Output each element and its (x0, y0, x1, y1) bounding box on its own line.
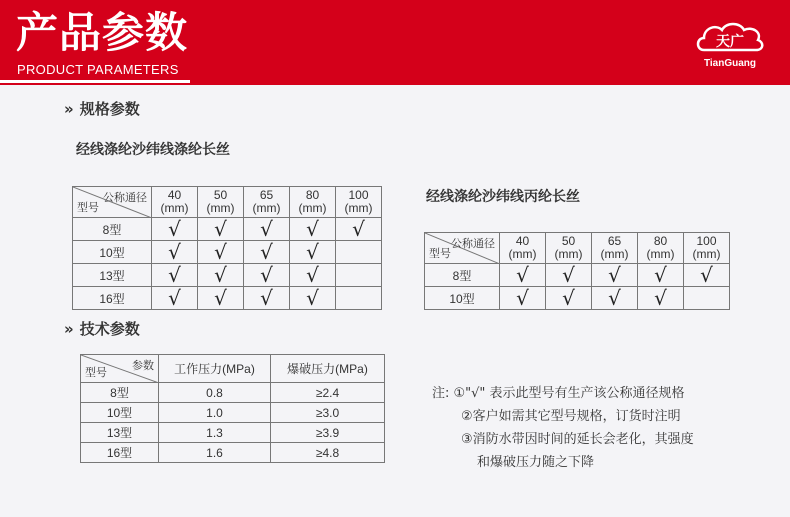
check-cell (244, 264, 290, 287)
check-cell (290, 264, 336, 287)
table-row (73, 264, 382, 287)
check-cell (546, 287, 592, 310)
check-cell (336, 218, 382, 241)
burst-pressure-cell: ≥4.8 (271, 443, 385, 463)
checkmark-icon: √ (306, 217, 319, 241)
checkmark-icon: √ (260, 286, 273, 310)
column-header: 100 (mm) (684, 233, 730, 264)
column-header: 100 (mm) (336, 187, 382, 218)
column-header: 65 (mm) (592, 233, 638, 264)
page-title: 产品参数 (16, 8, 189, 57)
model-cell: 13型 (73, 264, 152, 287)
checkmark-icon: √ (214, 240, 227, 264)
work-pressure-cell: 1.3 (159, 423, 271, 443)
check-cell (290, 287, 336, 310)
checkmark-icon: √ (260, 240, 273, 264)
model-cell: 16型 (81, 443, 159, 463)
checkmark-icon: √ (306, 263, 319, 287)
logo-mark: 天广 (716, 34, 744, 50)
table2-title: 经线涤纶沙纬线丙纶长丝 (426, 189, 580, 205)
check-cell (152, 218, 198, 241)
checkmark-icon: √ (608, 286, 621, 310)
burst-pressure-cell: ≥3.0 (271, 403, 385, 423)
column-header: 65 (mm) (244, 187, 290, 218)
tech-table (80, 354, 385, 463)
check-cell (500, 264, 546, 287)
model-cell: 8型 (425, 264, 500, 287)
double-arrow-icon: » (64, 100, 72, 118)
check-cell (684, 287, 730, 310)
model-cell: 8型 (81, 383, 159, 403)
column-header: 40 (mm) (152, 187, 198, 218)
checkmark-icon: √ (562, 263, 575, 287)
check-cell (592, 264, 638, 287)
check-cell (638, 287, 684, 310)
checkmark-icon: √ (306, 286, 319, 310)
model-cell: 10型 (73, 241, 152, 264)
burst-pressure-cell: ≥2.4 (271, 383, 385, 403)
check-cell (592, 287, 638, 310)
notes-block (432, 382, 694, 474)
section-tech-title: » 技术参数 (64, 320, 140, 338)
checkmark-icon: √ (516, 286, 529, 310)
checkmark-icon: √ (516, 263, 529, 287)
brand-logo (690, 18, 770, 74)
note-line: ②客户如需其它型号规格，订货时注明 (461, 409, 681, 424)
work-pressure-cell: 1.0 (159, 403, 271, 423)
check-cell (244, 241, 290, 264)
check-cell (336, 264, 382, 287)
checkmark-icon: √ (352, 217, 365, 241)
corner-top-label: 公称通径 (103, 192, 147, 204)
burst-pressure-cell: ≥3.9 (271, 423, 385, 443)
check-cell (336, 241, 382, 264)
check-cell (684, 264, 730, 287)
spec-table-2 (424, 232, 730, 310)
spec-table-1 (72, 186, 382, 310)
checkmark-icon: √ (654, 286, 667, 310)
model-cell: 10型 (81, 403, 159, 423)
check-cell (336, 287, 382, 310)
checkmark-icon: √ (214, 263, 227, 287)
check-cell (198, 218, 244, 241)
model-cell: 13型 (81, 423, 159, 443)
checkmark-icon: √ (214, 286, 227, 310)
table-row (425, 264, 730, 287)
check-cell (152, 287, 198, 310)
checkmark-icon: √ (168, 263, 181, 287)
checkmark-icon: √ (168, 240, 181, 264)
model-cell: 8型 (73, 218, 152, 241)
work-pressure-cell: 1.6 (159, 443, 271, 463)
corner-bottom-label: 型号 (85, 367, 107, 379)
note-line: 注: ①"√" 表示此型号有生产该公称通径规格 (432, 386, 685, 401)
corner-top-label: 公称通径 (451, 238, 495, 250)
check-cell (152, 241, 198, 264)
check-cell (500, 287, 546, 310)
checkmark-icon: √ (260, 263, 273, 287)
checkmark-icon: √ (306, 240, 319, 264)
check-cell (244, 218, 290, 241)
checkmark-icon: √ (562, 286, 575, 310)
header-banner (0, 0, 790, 85)
table1-title: 经线涤纶沙纬线涤纶长丝 (76, 142, 230, 158)
checkmark-icon: √ (700, 263, 713, 287)
checkmark-icon: √ (214, 217, 227, 241)
title-underline (0, 80, 190, 83)
check-cell (152, 264, 198, 287)
checkmark-icon: √ (654, 263, 667, 287)
table-row (425, 287, 730, 310)
table-row (73, 287, 382, 310)
checkmark-icon: √ (168, 286, 181, 310)
column-header: 80 (mm) (290, 187, 336, 218)
check-cell (290, 241, 336, 264)
work-pressure-cell: 0.8 (159, 383, 271, 403)
corner-cell (73, 187, 152, 218)
column-header: 80 (mm) (638, 233, 684, 264)
note-line: 和爆破压力随之下降 (477, 455, 595, 470)
table-row (81, 423, 385, 443)
table-header-row (73, 187, 382, 218)
checkmark-icon: √ (260, 217, 273, 241)
check-cell (244, 287, 290, 310)
model-cell: 10型 (425, 287, 500, 310)
corner-top-label: 参数 (132, 360, 154, 372)
cloud-logo-icon (694, 18, 766, 58)
check-cell (198, 287, 244, 310)
column-header: 50 (mm) (546, 233, 592, 264)
section-spec-title: » 规格参数 (64, 100, 140, 118)
corner-cell (81, 355, 159, 383)
model-cell: 16型 (73, 287, 152, 310)
column-header-work-pressure: 工作压力(MPa) (159, 355, 271, 383)
table-row (81, 443, 385, 463)
note-line: ③消防水带因时间的延长会老化，其强度 (461, 432, 694, 447)
corner-bottom-label: 型号 (429, 248, 451, 260)
checkmark-icon: √ (168, 217, 181, 241)
column-header-burst-pressure: 爆破压力(MPa) (271, 355, 385, 383)
table-row (73, 241, 382, 264)
page-subtitle-en: PRODUCT PARAMETERS (17, 62, 179, 77)
table-header-row (81, 355, 385, 383)
check-cell (546, 264, 592, 287)
check-cell (638, 264, 684, 287)
corner-cell (425, 233, 500, 264)
double-arrow-icon: » (64, 320, 72, 338)
logo-text: TianGuang (703, 58, 757, 69)
column-header: 50 (mm) (198, 187, 244, 218)
checkmark-icon: √ (608, 263, 621, 287)
table-row (81, 383, 385, 403)
check-cell (198, 241, 244, 264)
table-header-row (425, 233, 730, 264)
table-row (81, 403, 385, 423)
corner-bottom-label: 型号 (77, 202, 99, 214)
check-cell (290, 218, 336, 241)
table-row (73, 218, 382, 241)
check-cell (198, 264, 244, 287)
column-header: 40 (mm) (500, 233, 546, 264)
